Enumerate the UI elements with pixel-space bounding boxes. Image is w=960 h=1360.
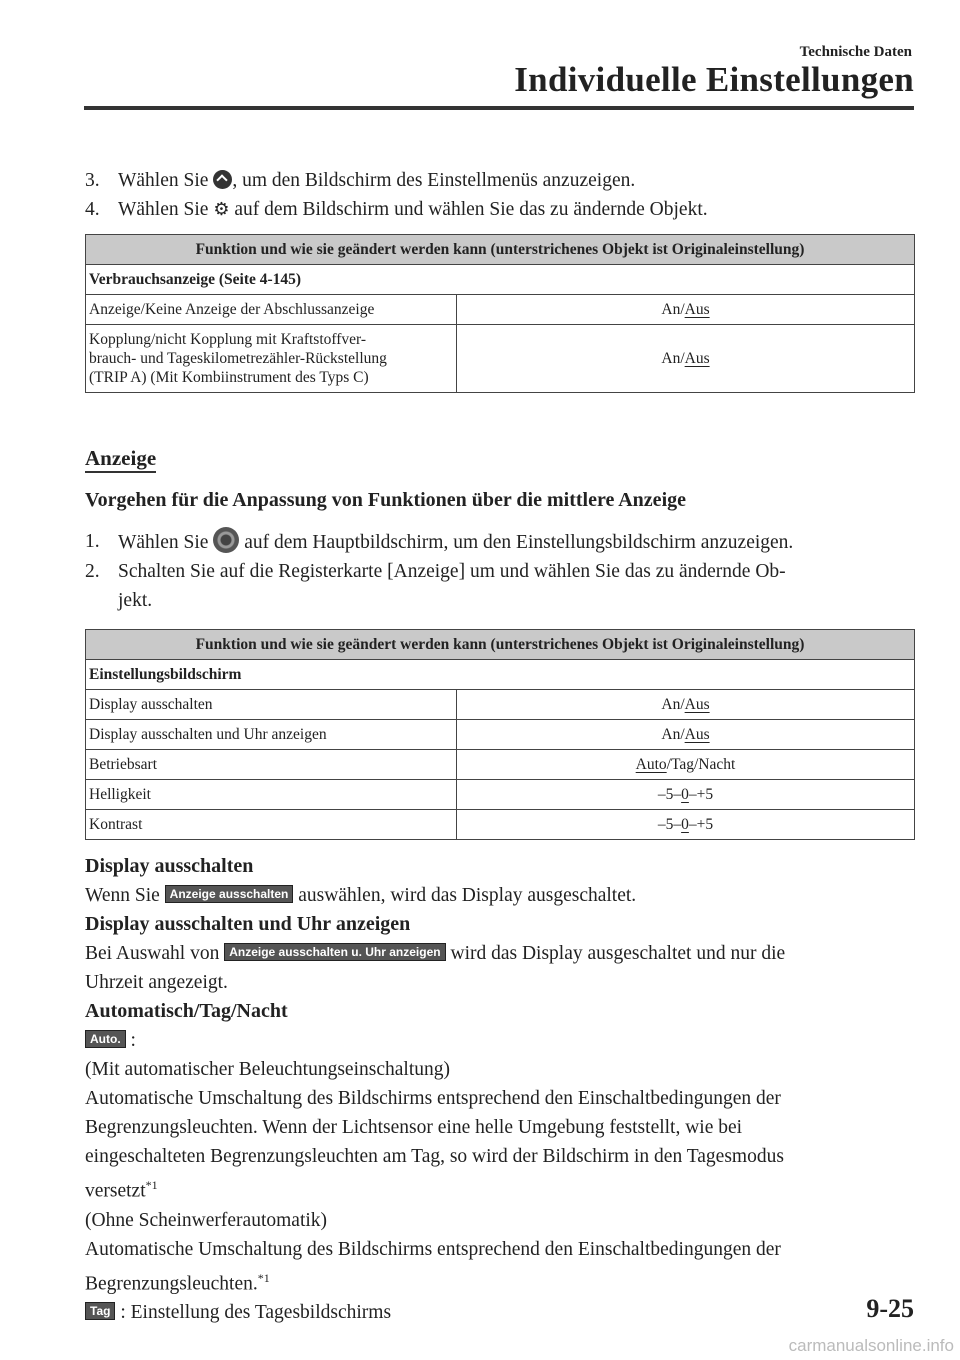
row-value — [457, 780, 915, 810]
row-label — [86, 325, 457, 393]
footnote-marker: *1 — [257, 1270, 270, 1285]
table-row — [86, 295, 915, 325]
table-row — [86, 325, 915, 393]
value-option: An/ — [661, 350, 685, 367]
step-2 — [85, 557, 915, 615]
step-4 — [85, 195, 915, 224]
value-option: An/ — [661, 696, 685, 713]
description-block — [85, 852, 915, 1327]
desc-paragraph — [85, 881, 915, 910]
section-heading-anzeige: Anzeige — [85, 445, 156, 473]
row-label-line: Kopplung/nicht Kopplung mit Kraftstoffver- — [89, 331, 367, 348]
table-header: Funktion und wie sie geändert werden kann (unterstrichenes Objekt ist Originaleinstellung) — [86, 235, 915, 265]
table-row — [86, 780, 915, 810]
step-text: auf dem Bildschirm und wählen Sie das zu ändernde Objekt. — [229, 199, 708, 220]
settings-table-consumption — [85, 234, 915, 393]
table-row — [86, 690, 915, 720]
value-default: 0 — [681, 816, 689, 833]
desc-text: versetzt — [85, 1180, 146, 1202]
desc-text: Bei Auswahl von — [85, 943, 225, 964]
row-label: Anzeige/Keine Anzeige der Abschlussanzeige — [86, 295, 457, 325]
desc-text: Uhrzeit angezeigt. — [85, 972, 228, 993]
row-value — [457, 720, 915, 750]
row-label: Helligkeit — [86, 780, 457, 810]
desc-text: Begrenzungsleuchten. — [85, 1273, 258, 1294]
value-option: –+5 — [688, 816, 714, 833]
value-default: Aus — [684, 696, 710, 713]
desc-paragraph — [85, 1171, 915, 1206]
value-default: Auto — [635, 756, 667, 773]
value-option: –5– — [657, 816, 682, 833]
step-text: jekt. — [118, 590, 153, 611]
step-number: 1. — [85, 531, 100, 552]
row-label: Betriebsart — [86, 750, 457, 780]
desc-text: Automatische Umschaltung des Bildschirms entsprechend den Einschaltbedingungen der — [85, 1238, 781, 1260]
value-default: Aus — [684, 350, 710, 367]
row-value — [457, 750, 915, 780]
desc-heading-display-off: Display ausschalten — [85, 855, 254, 877]
value-default: Aus — [684, 726, 710, 743]
row-value — [457, 810, 915, 840]
settings-icon — [213, 527, 239, 553]
settings-table-display — [85, 629, 915, 840]
anzeige-ausschalten-button: Anzeige ausschalten — [165, 885, 294, 903]
watermark: carmanualsonline.info — [788, 1336, 954, 1355]
table-section: Einstellungsbildschirm — [86, 660, 915, 690]
footnote-marker: *1 — [145, 1178, 158, 1192]
desc-paragraph — [85, 939, 915, 968]
row-value — [457, 295, 915, 325]
table-row — [86, 720, 915, 750]
desc-text: : Einstellung des Tagesbildschirms — [115, 1302, 392, 1323]
desc-text: eingeschalteten Begrenzungsleuchten am Tag, so wird der Bildschirm in den Tagesmodus — [85, 1146, 784, 1167]
desc-text: (Ohne Scheinwerferautomatik) — [85, 1209, 328, 1231]
value-default: Aus — [684, 301, 710, 318]
desc-text: Wenn Sie — [85, 885, 165, 906]
desc-text: auswählen, wird das Display ausgeschaltet. — [293, 885, 637, 906]
step-text: Wählen Sie — [118, 199, 214, 220]
value-option: An/ — [661, 726, 685, 743]
row-label: Display ausschalten — [86, 690, 457, 720]
step-text: Wählen Sie — [118, 170, 214, 191]
row-label: Display ausschalten und Uhr anzeigen — [86, 720, 457, 750]
step-3 — [85, 166, 915, 195]
header-rule — [84, 106, 914, 110]
desc-text: wird das Display ausgeschaltet und nur die — [445, 943, 786, 964]
desc-text: (Mit automatischer Beleuchtungseinschaltung) — [85, 1059, 450, 1080]
page-content — [85, 166, 915, 1327]
desc-paragraph — [85, 1264, 915, 1299]
value-default: 0 — [681, 786, 689, 803]
desc-text: : — [125, 1030, 136, 1051]
desc-text: Automatische Umschaltung des Bildschirms entsprechend den Einschaltbedingungen der — [85, 1088, 781, 1109]
auto-button: Auto. — [85, 1030, 126, 1048]
value-option: An/ — [661, 301, 685, 318]
step-text: auf dem Hauptbildschirm, um den Einstellungsbildschirm anzuzeigen. — [239, 532, 794, 553]
tag-button: Tag — [85, 1302, 115, 1320]
value-option: –+5 — [688, 786, 714, 803]
row-label-line: (TRIP A) (Mit Kombiinstrument des Typs C) — [89, 369, 369, 386]
row-label: Kontrast — [86, 810, 457, 840]
step-number: 4. — [85, 199, 100, 220]
anzeige-ausschalten-uhr-button: Anzeige ausschalten u. Uhr anzeigen — [224, 943, 445, 961]
row-value — [457, 325, 915, 393]
table-header: Funktion und wie sie geändert werden kann (unterstrichenes Objekt ist Originaleinstellung) — [86, 630, 915, 660]
desc-paragraph — [85, 1026, 915, 1055]
value-option: –5– — [657, 786, 682, 803]
gear-icon: ⚙ — [213, 199, 230, 219]
step-text: Wählen Sie — [118, 532, 214, 553]
desc-paragraph — [85, 1298, 915, 1327]
desc-text: Begrenzungsleuchten. Wenn der Lichtsensor eine helle Umgebung feststellt, wie bei — [85, 1117, 743, 1138]
step-text: , um den Bildschirm des Einstellmenüs anzuzeigen. — [232, 170, 636, 191]
step-1 — [85, 527, 915, 557]
page-title: Individuelle Einstellungen — [514, 60, 914, 99]
step-number: 2. — [85, 561, 100, 582]
row-label-line: brauch- und Tageskilometrezähler-Rückstellung — [89, 350, 387, 367]
header-section-label: Technische Daten — [799, 44, 912, 60]
desc-heading-display-off-clock: Display ausschalten und Uhr anzeigen — [85, 913, 411, 935]
page-number: 9-25 — [866, 1294, 914, 1323]
step-text: Schalten Sie auf die Registerkarte [Anzeige] um und wählen Sie das zu ändernde Ob- — [118, 561, 786, 582]
value-option: /Tag/Nacht — [666, 756, 736, 773]
table-row — [86, 810, 915, 840]
chevron-up-circle-icon — [213, 170, 232, 189]
row-value — [457, 690, 915, 720]
step-number: 3. — [85, 170, 100, 191]
table-row — [86, 750, 915, 780]
table-section: Verbrauchsanzeige (Seite 4-145) — [86, 265, 915, 295]
desc-heading-auto-day-night: Automatisch/Tag/Nacht — [85, 1000, 288, 1022]
section-subheading: Vorgehen für die Anpassung von Funktionen über die mittlere Anzeige — [85, 489, 686, 511]
